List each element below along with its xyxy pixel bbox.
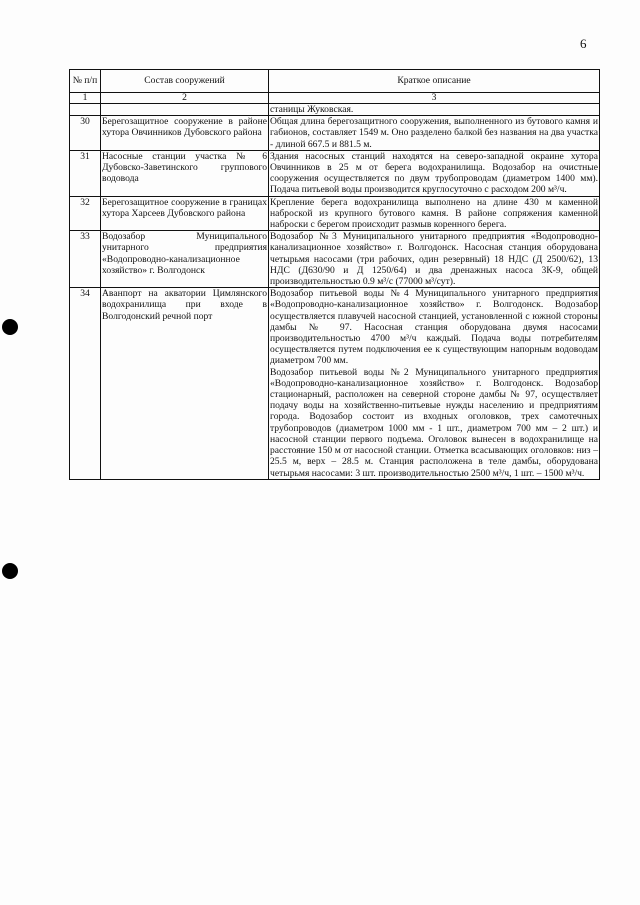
header-number: № п/п [70, 70, 101, 93]
column-number: 3 [269, 93, 600, 104]
row-number-cell: 30 [70, 116, 101, 151]
row-description-cell: Общая длина берегозащитного сооружения, выполненного из бутового камня и габионов, составляет 1549 м. Оно разделено балкой без названия на два участка - длиной 667.5 и 881.5 м. [270, 116, 598, 150]
row-number-cell: 32 [70, 196, 101, 231]
row-structure-cell: Аванпорт на акватории Цимлянского водохранилища при входе в Волгодонский речной порт [101, 288, 269, 479]
table-header-row [70, 70, 600, 93]
row-description-cell [269, 288, 600, 479]
column-number: 2 [101, 93, 269, 104]
row-description-cell: Крепление берега водохранилища выполнено на длине 430 м каменной наброской из крупного бутового камня. В районе сопряжения каменной наброски с берегом происходит размыв коренного берега. [270, 196, 598, 231]
table-row [70, 116, 600, 151]
row-structure-cell [101, 104, 269, 116]
column-number-row [70, 93, 600, 104]
row-description-cell: Здания насосных станций находятся на северо-западной окраине хутора Овчинников в 25 м от берега водохранилища. Водозабор на очистные сооружения осуществляется по двум трубопроводам (диаметром 1400 мм). Подача питьевой воды производится круглосуточно с расходом 200 м³/ч. [270, 150, 598, 196]
page-number: 6 [580, 36, 587, 51]
row-number-cell [70, 104, 101, 116]
punch-hole [2, 319, 18, 335]
punch-hole [2, 563, 18, 579]
row-description-cell: Водозабор №3 Муниципального унитарного предприятия «Водопроводно-канализационное хозяйство» г. Волгодонск. Насосная станция оборудована четырьмя насосами (три рабочих, один резервный) 18 НДС (Д 2500/62), 13 НДС (Д630/90 и Д 1250/64) и два дренажных насоса 3К-9, общей производительностью 0.9 м³/с (77000 м³/сут). [270, 231, 598, 288]
row-number-cell: 34 [70, 288, 101, 479]
row-structure-cell: Насосные станции участка № 6 Дубовско-Заветинского группового водовода [101, 150, 269, 196]
table-row-continuation [70, 104, 600, 116]
table-row [70, 196, 600, 231]
row-structure-cell: Водозабор Муниципального унитарного предприятия «Водопроводно-канализационное хозяйство» г. Волгодонск [101, 231, 269, 288]
description-paragraph: Водозабор питьевой воды №2 Муниципального унитарного предприятия «Водопроводно-канализационное хозяйство» г. Волгодонск. Водозабор стационарный, расположен на северной стороне дамбы № 97, осуществляет подачу воды на хозяйственно-питьевые нужды населению и предприятиям города. Водозабор состоит из входных оголовков, трех самотечных трубопроводов (диаметром 1000 мм - 1 шт., диаметром 700 мм – 2 шт.) и насосной станции первого подъема. Оголовок вынесен в водохранилище на расстояние 150 м от насосной станции. Отметка всасывающих оголовков: низ – 25.5 м, верх – 28.5 м. Станция расположена в теле дамбы, оборудована четырьмя насосами: 3 шт. производительностью 2500 м³/ч, 1 шт. – 1500 м³/ч. [270, 366, 598, 479]
row-description-cell: станицы Жуковская. [269, 104, 600, 116]
row-structure-cell: Берегозащитное сооружение в районе хутора Овчинников Дубовского района [101, 116, 269, 151]
row-structure-cell: Берегозащитное сооружение в границах хутора Харсеев Дубовского района [101, 196, 269, 231]
description-paragraph: Водозабор питьевой воды №4 Муниципального унитарного предприятия «Водопроводно-канализационное хозяйство» г. Волгодонск. Водозабор осуществляется плавучей насосной станцией, установленной с южной стороны дамбы № 97. Насосная станция оборудована двумя насосами производительностью 4700 м³/ч каждый. Подача воды потребителям осуществляется путем подключения ее к существующим напорным водоводам диаметром 700 мм. [270, 288, 598, 367]
header-description: Краткое описание [269, 70, 600, 93]
table-row [70, 231, 600, 288]
table-row [70, 150, 600, 196]
table-row [70, 288, 600, 479]
row-number-cell: 31 [70, 150, 101, 196]
structures-table [69, 69, 600, 480]
row-number-cell: 33 [70, 231, 101, 288]
column-number: 1 [70, 93, 101, 104]
header-structure: Состав сооружений [101, 70, 269, 93]
